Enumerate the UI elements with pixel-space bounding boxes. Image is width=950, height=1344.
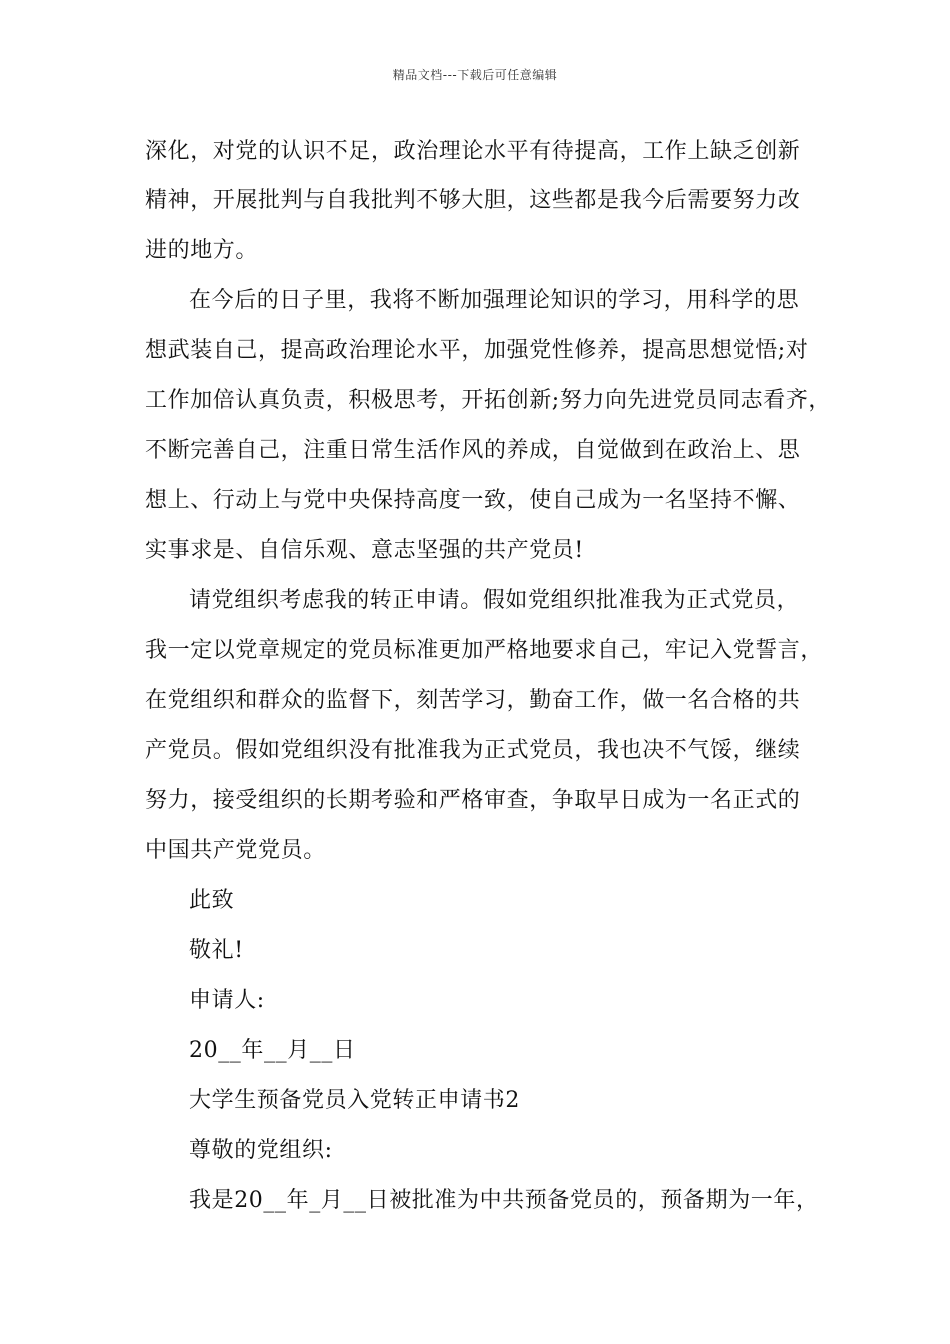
- greeting-line: 尊敬的党组织:: [189, 1138, 333, 1163]
- paragraph-line: 我一定以党章规定的党员标准更加严格地要求自己，牢记入党誓言，: [145, 638, 824, 663]
- date-line: 20__年__月__日: [189, 1038, 356, 1063]
- paragraph-line: 想上、行动上与党中央保持高度一致，使自己成为一名坚持不懈、: [145, 488, 801, 513]
- paragraph-line: 不断完善自己，注重日常生活作风的养成，自觉做到在政治上、思: [145, 438, 801, 463]
- applicant-label: 申请人:: [189, 988, 265, 1013]
- paragraph-line: 想武装自己，提高政治理论水平，加强党性修养，提高思想觉悟;对: [145, 338, 809, 363]
- paragraph-line: 中国共产党党员。: [145, 838, 326, 863]
- closing-regards: 敬礼!: [189, 938, 244, 963]
- paragraph-line: 工作加倍认真负责，积极思考，开拓创新;努力向先进党员同志看齐，: [145, 388, 832, 413]
- paragraph-line: 在党组织和群众的监督下，刻苦学习，勤奋工作，做一名合格的共: [145, 688, 801, 713]
- page-header: 精品文档---下载后可任意编辑: [392, 68, 558, 82]
- paragraph-line: 产党员。假如党组织没有批准我为正式党员，我也决不气馁，继续: [145, 738, 801, 763]
- section-title: 大学生预备党员入党转正申请书2: [189, 1088, 520, 1113]
- paragraph-line: 深化，对党的认识不足，政治理论水平有待提高，工作上缺乏创新: [145, 139, 801, 164]
- paragraph-line: 实事求是、自信乐观、意志坚强的共产党员!: [145, 538, 584, 563]
- paragraph-line: 努力，接受组织的长期考验和严格审查，争取早日成为一名正式的: [145, 788, 801, 813]
- paragraph-line: 精神，开展批判与自我批判不够大胆，这些都是我今后需要努力改: [145, 188, 801, 213]
- paragraph-line: 我是20__年_月__日被批准为中共预备党员的，预备期为一年，: [189, 1188, 819, 1213]
- paragraph-line: 请党组织考虑我的转正申请。假如党组织批准我为正式党员，: [189, 588, 800, 613]
- paragraph-line: 在今后的日子里，我将不断加强理论知识的学习，用科学的思: [189, 288, 800, 313]
- paragraph-line: 进的地方。: [145, 238, 259, 263]
- closing-salutation: 此致: [189, 888, 235, 913]
